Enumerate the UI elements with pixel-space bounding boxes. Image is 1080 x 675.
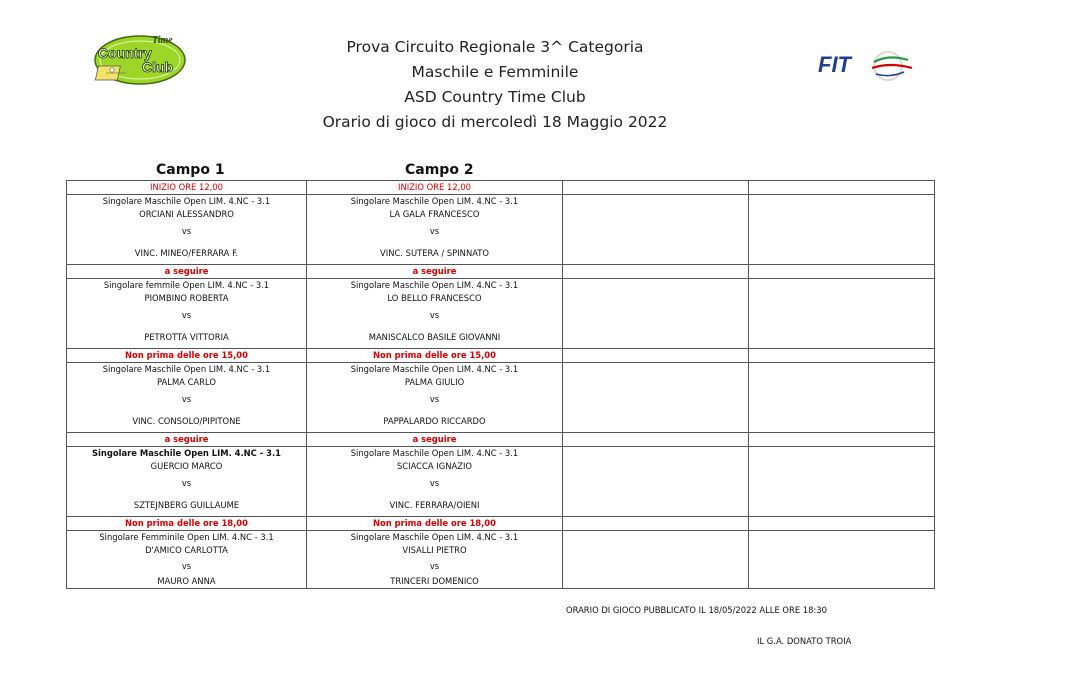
empty-cell (563, 531, 749, 589)
time-row (67, 433, 935, 447)
empty-cell (563, 279, 749, 349)
player-two: VINC. CONSOLO/PIPITONE (132, 416, 241, 426)
match-cell (67, 531, 307, 589)
versus-label: vs (429, 478, 440, 488)
match-cell (307, 447, 563, 517)
versus-label: vs (181, 310, 192, 320)
time-row (67, 265, 935, 279)
schedule-date: Orario di gioco di mercoledì 18 Maggio 2022 (322, 113, 668, 131)
empty-cell (563, 517, 749, 531)
match-cell (67, 195, 307, 265)
empty-cell (749, 363, 935, 433)
empty-cell (749, 531, 935, 589)
versus-label: vs (429, 394, 440, 404)
player-two: MAURO ANNA (157, 576, 216, 586)
referee-signature: IL G.A. DONATO TROIA (757, 636, 852, 646)
fit-logo-text: FIT (818, 52, 851, 77)
match-row (67, 531, 935, 589)
match-category: Singolare Maschile Open LIM. 4.NC - 3.1 (102, 364, 271, 374)
start-time-cell: a seguire (67, 265, 307, 279)
empty-cell (749, 349, 935, 363)
match-category: Singolare Maschile Open LIM. 4.NC - 3.1 (350, 364, 519, 374)
match-cell (307, 279, 563, 349)
event-subtitle: Maschile e Femminile (411, 63, 579, 81)
logo-time-text: Time (152, 35, 173, 46)
versus-label: vs (181, 226, 192, 236)
match-cell (307, 531, 563, 589)
player-one: VISALLI PIETRO (402, 545, 467, 555)
schedule-table (66, 180, 935, 589)
player-one: PIOMBINO ROBERTA (144, 293, 229, 303)
campo-2-header: Campo 2 (405, 162, 474, 178)
start-time-cell: a seguire (307, 265, 563, 279)
player-one: LO BELLO FRANCESCO (387, 293, 482, 303)
empty-cell (749, 433, 935, 447)
player-two: PETROTTA VITTORIA (144, 332, 229, 342)
player-two: PAPPALARDO RICCARDO (383, 416, 486, 426)
start-time-cell: Non prima delle ore 15,00 (307, 349, 563, 363)
player-one: LA GALA FRANCESCO (389, 209, 480, 219)
player-one: PALMA GIULIO (404, 377, 465, 387)
match-category: Singolare Maschile Open LIM. 4.NC - 3.1 (92, 448, 281, 458)
logo-country-text: Country (98, 45, 152, 61)
event-title: Prova Circuito Regionale 3^ Categoria (346, 38, 644, 56)
match-row (67, 279, 935, 349)
empty-cell (563, 349, 749, 363)
start-time-cell: a seguire (307, 433, 563, 447)
event-title-block (290, 35, 700, 135)
match-row (67, 195, 935, 265)
versus-label: vs (429, 310, 440, 320)
versus-label: vs (181, 561, 192, 571)
player-one: D'AMICO CARLOTTA (145, 545, 228, 555)
player-one: PALMA CARLO (157, 377, 216, 387)
match-category: Singolare femmile Open LIM. 4.NC - 3.1 (103, 280, 270, 290)
empty-cell (749, 181, 935, 195)
empty-cell (563, 181, 749, 195)
match-category: Singolare Maschile Open LIM. 4.NC - 3.1 (350, 280, 519, 290)
versus-label: vs (429, 561, 440, 571)
campo-1-header: Campo 1 (156, 162, 225, 178)
player-two: VINC. FERRARA/OIENI (389, 500, 480, 510)
start-time-cell: a seguire (67, 433, 307, 447)
empty-cell (563, 447, 749, 517)
versus-label: vs (181, 478, 192, 488)
empty-cell (563, 363, 749, 433)
empty-cell (749, 517, 935, 531)
player-one: GUERCIO MARCO (150, 461, 223, 471)
time-row (67, 181, 935, 195)
start-time-cell: Non prima delle ore 15,00 (67, 349, 307, 363)
versus-label: vs (429, 226, 440, 236)
versus-label: vs (181, 394, 192, 404)
match-category: Singolare Maschile Open LIM. 4.NC - 3.1 (102, 196, 271, 206)
fit-ball-icon (872, 52, 912, 80)
match-cell (67, 279, 307, 349)
player-two: MANISCALCO BASILE GIOVANNI (368, 332, 501, 342)
country-time-club-logo (92, 30, 188, 92)
club-name: ASD Country Time Club (404, 88, 586, 106)
player-two: VINC. MINEO/FERRARA F. (134, 248, 239, 258)
match-row (67, 363, 935, 433)
match-category: Singolare Maschile Open LIM. 4.NC - 3.1 (350, 448, 519, 458)
player-two: VINC. SUTERA / SPINNATO (380, 248, 489, 258)
start-time-cell: INIZIO ORE 12,00 (67, 181, 307, 195)
player-two: TRINCERI DOMENICO (390, 576, 479, 586)
logo-club-text: Club (142, 59, 174, 75)
start-time-cell: Non prima delle ore 18,00 (307, 517, 563, 531)
match-category: Singolare Femminile Open LIM. 4.NC - 3.1 (99, 532, 274, 542)
match-cell (67, 447, 307, 517)
start-time-cell: Non prima delle ore 18,00 (67, 517, 307, 531)
publication-note: ORARIO DI GIOCO PUBBLICATO IL 18/05/2022 ALLE ORE 18:30 (566, 605, 827, 615)
empty-cell (749, 265, 935, 279)
player-one: SCIACCA IGNAZIO (396, 461, 473, 471)
match-category: Singolare Maschile Open LIM. 4.NC - 3.1 (350, 196, 519, 206)
time-row (67, 517, 935, 531)
empty-cell (563, 433, 749, 447)
player-two: SZTEJNBERG GUILLAUME (133, 500, 240, 510)
match-row (67, 447, 935, 517)
time-row (67, 349, 935, 363)
match-category: Singolare Maschile Open LIM. 4.NC - 3.1 (350, 532, 519, 542)
match-cell (307, 363, 563, 433)
empty-cell (749, 447, 935, 517)
match-cell (307, 195, 563, 265)
player-one: ORCIANI ALESSANDRO (139, 209, 234, 219)
fit-logo (816, 48, 916, 84)
empty-cell (563, 195, 749, 265)
empty-cell (749, 195, 935, 265)
start-time-cell: INIZIO ORE 12,00 (307, 181, 563, 195)
match-cell (67, 363, 307, 433)
empty-cell (749, 279, 935, 349)
empty-cell (563, 265, 749, 279)
